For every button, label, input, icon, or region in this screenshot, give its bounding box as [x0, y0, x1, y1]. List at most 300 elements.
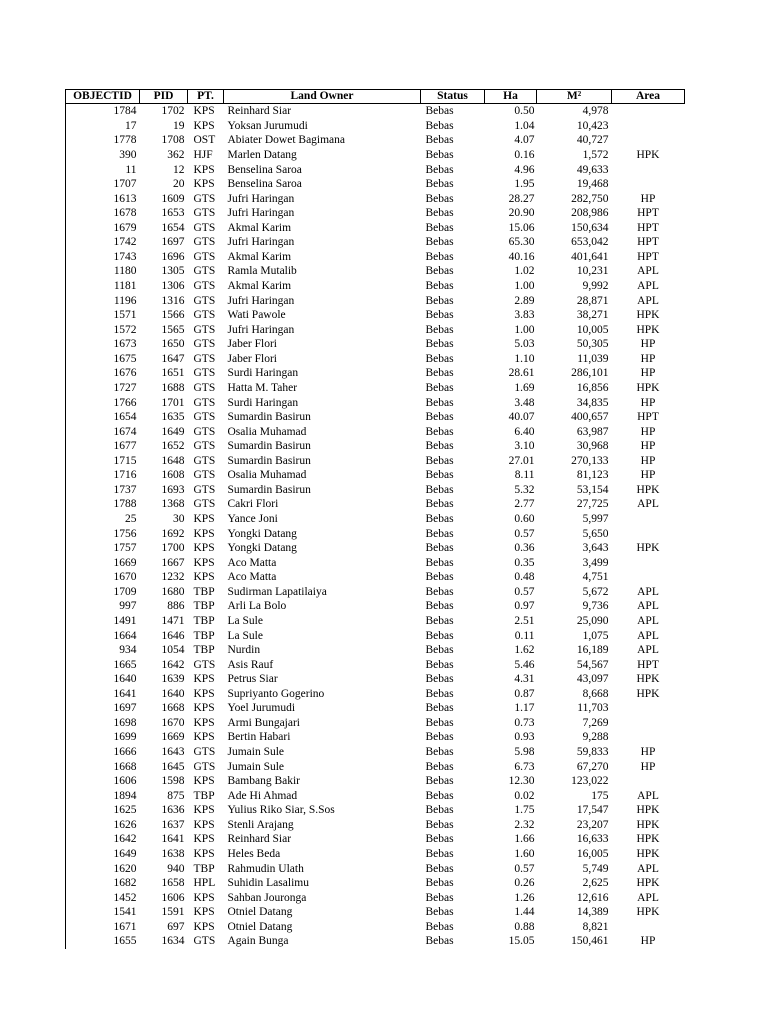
cell-m2: 16,005	[576, 847, 609, 860]
cell-area	[612, 716, 685, 731]
cell-status: Bebas	[425, 644, 454, 657]
cell-m2: 59,833	[576, 746, 609, 759]
cell-pid: 1670	[161, 716, 185, 729]
cell-objectid: 1697	[66, 701, 140, 716]
cell-status: Bebas	[425, 571, 454, 584]
cell-land-owner: Jufri Haringan	[227, 192, 295, 205]
cell-ha: 1.00	[514, 280, 535, 293]
cell-objectid: 1727	[66, 381, 140, 396]
cell-pid: 1645	[161, 760, 185, 773]
cell-area	[612, 570, 685, 585]
cell-status: Bebas	[425, 746, 454, 759]
cell-status: Bebas	[425, 658, 454, 671]
cell-pid: 1637	[161, 818, 185, 831]
cell-m2: 16,189	[576, 644, 609, 657]
cell-pt: HJF	[193, 148, 213, 161]
cell-pid: 362	[167, 148, 185, 161]
cell-objectid: 1571	[66, 308, 140, 323]
cell-status: Bebas	[425, 906, 454, 919]
cell-objectid: 1742	[66, 235, 140, 250]
cell-objectid: 1665	[66, 657, 140, 672]
cell-ha: 0.60	[514, 513, 535, 526]
cell-status: Bebas	[425, 833, 454, 846]
cell-objectid: 1677	[66, 439, 140, 454]
cell-m2: 282,750	[571, 192, 609, 205]
cell-m2: 150,461	[571, 935, 609, 948]
cell-land-owner: Ramla Mutalib	[227, 265, 297, 278]
cell-objectid: 1620	[66, 861, 140, 876]
cell-land-owner: Bertin Habari	[227, 731, 291, 744]
cell-pid: 1305	[161, 265, 185, 278]
cell-m2: 19,468	[576, 178, 609, 191]
cell-ha: 0.35	[514, 556, 535, 569]
cell-pt: GTS	[193, 294, 216, 307]
cell-ha: 28.61	[508, 367, 535, 380]
cell-pid: 1669	[161, 731, 185, 744]
cell-area	[612, 104, 685, 119]
cell-land-owner: Sudirman Lapatilaiya	[227, 585, 327, 598]
cell-status: Bebas	[425, 600, 454, 613]
cell-status: Bebas	[425, 338, 454, 351]
cell-m2: 3,499	[582, 556, 609, 569]
cell-ha: 2.77	[514, 498, 535, 511]
cell-land-owner: Arli La Bolo	[227, 600, 287, 613]
cell-m2: 9,992	[582, 280, 609, 293]
cell-area: HPK	[636, 381, 660, 394]
cell-land-owner: Jufri Haringan	[227, 236, 295, 249]
cell-objectid: 1756	[66, 526, 140, 541]
table-row	[66, 235, 685, 250]
table-row	[66, 920, 685, 935]
cell-ha: 6.40	[514, 425, 535, 438]
cell-area: HPT	[637, 207, 659, 220]
cell-status: Bebas	[425, 207, 454, 220]
cell-status: Bebas	[425, 469, 454, 482]
cell-land-owner: Nurdin	[227, 644, 261, 657]
cell-area	[612, 701, 685, 716]
table-row	[66, 643, 685, 658]
cell-area: HPT	[637, 236, 659, 249]
table-row	[66, 352, 685, 367]
cell-area	[612, 730, 685, 745]
cell-land-owner: Stenli Arajang	[227, 818, 294, 831]
cell-pt: TBP	[193, 614, 215, 627]
cell-pid: 1692	[161, 527, 185, 540]
cell-objectid: 1716	[66, 468, 140, 483]
cell-objectid: 1669	[66, 555, 140, 570]
cell-objectid: 1766	[66, 395, 140, 410]
cell-ha: 1.26	[514, 891, 535, 904]
cell-ha: 15.06	[508, 221, 535, 234]
cell-land-owner: Suhidin Lasalimu	[227, 877, 309, 890]
cell-status: Bebas	[425, 935, 454, 948]
cell-ha: 0.16	[514, 148, 535, 161]
cell-status: Bebas	[425, 556, 454, 569]
table-row	[66, 104, 685, 119]
cell-area	[612, 162, 685, 177]
cell-pid: 875	[167, 789, 185, 802]
table-row	[66, 468, 685, 483]
cell-status: Bebas	[425, 804, 454, 817]
cell-area: HP	[640, 425, 656, 438]
col-header-area: Area	[612, 90, 685, 104]
table-row	[66, 148, 685, 163]
cell-pt: GTS	[193, 746, 216, 759]
cell-land-owner: Sumardin Basirun	[227, 411, 311, 424]
cell-ha: 27.01	[508, 454, 535, 467]
cell-area: APL	[637, 498, 659, 511]
cell-land-owner: Wati Pawole	[227, 309, 286, 322]
cell-status: Bebas	[425, 454, 454, 467]
cell-objectid: 1784	[66, 104, 140, 119]
cell-pid: 1680	[161, 585, 185, 598]
table-row	[66, 279, 685, 294]
cell-objectid: 1655	[66, 934, 140, 949]
cell-area: APL	[637, 294, 659, 307]
cell-pt: KPS	[193, 847, 215, 860]
table-row	[66, 861, 685, 876]
cell-area: APL	[637, 600, 659, 613]
cell-pt: KPS	[193, 673, 215, 686]
cell-ha: 0.87	[514, 687, 535, 700]
cell-pt: KPS	[193, 775, 215, 788]
cell-m2: 5,672	[582, 585, 609, 598]
cell-m2: 38,271	[576, 309, 609, 322]
cell-area	[612, 119, 685, 134]
cell-pt: TBP	[193, 644, 215, 657]
cell-pid: 1667	[161, 556, 185, 569]
cell-status: Bebas	[425, 760, 454, 773]
cell-land-owner: Yongki Datang	[227, 542, 297, 555]
cell-ha: 2.89	[514, 294, 535, 307]
cell-objectid: 1666	[66, 745, 140, 760]
cell-m2: 25,090	[576, 614, 609, 627]
cell-land-owner: Heles Beda	[227, 847, 281, 860]
cell-status: Bebas	[425, 629, 454, 642]
cell-status: Bebas	[425, 280, 454, 293]
cell-ha: 0.11	[514, 629, 535, 642]
cell-status: Bebas	[425, 250, 454, 263]
cell-ha: 0.57	[514, 585, 535, 598]
cell-m2: 270,133	[571, 454, 609, 467]
cell-objectid: 1572	[66, 322, 140, 337]
cell-ha: 5.46	[514, 658, 535, 671]
cell-objectid: 1715	[66, 454, 140, 469]
cell-ha: 0.88	[514, 920, 535, 933]
cell-area: HP	[640, 352, 656, 365]
cell-ha: 5.98	[514, 746, 535, 759]
table-row	[66, 905, 685, 920]
cell-m2: 16,856	[576, 381, 609, 394]
cell-m2: 1,075	[582, 629, 609, 642]
cell-land-owner: Abiater Dowet Bagimana	[227, 134, 346, 147]
cell-pid: 1642	[161, 658, 185, 671]
cell-ha: 15.05	[508, 935, 535, 948]
cell-ha: 0.57	[514, 862, 535, 875]
cell-ha: 1.10	[514, 352, 535, 365]
cell-ha: 0.50	[514, 105, 535, 118]
cell-area	[612, 774, 685, 789]
cell-pid: 1701	[161, 396, 185, 409]
cell-m2: 17,547	[576, 804, 609, 817]
cell-m2: 3,643	[582, 542, 609, 555]
cell-ha: 0.93	[514, 731, 535, 744]
cell-pt: KPS	[193, 105, 215, 118]
cell-pid: 1636	[161, 804, 185, 817]
cell-area: HPK	[636, 483, 660, 496]
cell-pt: TBP	[193, 862, 215, 875]
cell-status: Bebas	[425, 542, 454, 555]
cell-land-owner: Supriyanto Gogerino	[227, 687, 325, 700]
cell-pt: KPS	[193, 920, 215, 933]
cell-pt: GTS	[193, 265, 216, 278]
table-row	[66, 803, 685, 818]
cell-m2: 49,633	[576, 163, 609, 176]
cell-pt: KPS	[193, 833, 215, 846]
cell-land-owner: Sumardin Basirun	[227, 454, 311, 467]
cell-ha: 5.32	[514, 483, 535, 496]
col-header-status: Status	[421, 90, 485, 104]
cell-land-owner: Asis Rauf	[227, 658, 274, 671]
cell-ha: 1.62	[514, 644, 535, 657]
cell-status: Bebas	[425, 483, 454, 496]
cell-pt: GTS	[193, 280, 216, 293]
cell-pt: GTS	[193, 498, 216, 511]
cell-m2: 400,657	[571, 411, 609, 424]
cell-pid: 886	[167, 600, 185, 613]
cell-objectid: 1491	[66, 614, 140, 629]
cell-m2: 9,736	[582, 600, 609, 613]
cell-area: HP	[640, 396, 656, 409]
cell-land-owner: Aco Matta	[227, 556, 277, 569]
table-row	[66, 832, 685, 847]
cell-pid: 1649	[161, 425, 185, 438]
cell-ha: 0.36	[514, 542, 535, 555]
cell-ha: 0.57	[514, 527, 535, 540]
cell-objectid: 1641	[66, 687, 140, 702]
cell-land-owner: Hatta M. Taher	[227, 381, 298, 394]
cell-land-owner: Jufri Haringan	[227, 323, 295, 336]
cell-ha: 1.44	[514, 906, 535, 919]
cell-pt: GTS	[193, 338, 216, 351]
cell-status: Bebas	[425, 134, 454, 147]
cell-pid: 697	[167, 920, 185, 933]
cell-pt: GTS	[193, 760, 216, 773]
cell-pid: 1658	[161, 877, 185, 890]
cell-land-owner: Rahmudin Ulath	[227, 862, 304, 875]
cell-pt: GTS	[193, 454, 216, 467]
cell-ha: 0.02	[514, 789, 535, 802]
cell-status: Bebas	[425, 527, 454, 540]
cell-m2: 8,821	[582, 920, 609, 933]
cell-objectid: 1675	[66, 352, 140, 367]
cell-m2: 150,634	[571, 221, 609, 234]
cell-pid: 1700	[161, 542, 185, 555]
cell-pid: 1697	[161, 236, 185, 249]
cell-pt: GTS	[193, 381, 216, 394]
cell-pid: 1634	[161, 935, 185, 948]
cell-pid: 1566	[161, 309, 185, 322]
table-row	[66, 526, 685, 541]
cell-pid: 1643	[161, 746, 185, 759]
cell-land-owner: Marlen Datang	[227, 148, 297, 161]
cell-pt: GTS	[193, 207, 216, 220]
cell-ha: 1.95	[514, 178, 535, 191]
cell-area: HPK	[636, 673, 660, 686]
cell-objectid: 1654	[66, 410, 140, 425]
cell-ha: 1.04	[514, 119, 535, 132]
cell-pid: 1702	[161, 105, 185, 118]
cell-area: APL	[637, 644, 659, 657]
cell-pt: OST	[193, 134, 216, 147]
cell-pt: GTS	[193, 658, 216, 671]
cell-m2: 11,039	[577, 352, 609, 365]
cell-pt: KPS	[193, 716, 215, 729]
cell-status: Bebas	[425, 716, 454, 729]
table-row	[66, 628, 685, 643]
col-header-pid: PID	[140, 90, 188, 104]
table-row	[66, 890, 685, 905]
cell-area: HP	[640, 469, 656, 482]
table-row	[66, 541, 685, 556]
cell-ha: 3.83	[514, 309, 535, 322]
cell-objectid: 1671	[66, 920, 140, 935]
cell-ha: 1.00	[514, 323, 535, 336]
table-row	[66, 876, 685, 891]
cell-objectid: 1674	[66, 424, 140, 439]
table-row	[66, 162, 685, 177]
cell-status: Bebas	[425, 425, 454, 438]
cell-area: HPK	[636, 323, 660, 336]
cell-objectid: 1649	[66, 847, 140, 862]
table-row	[66, 818, 685, 833]
cell-status: Bebas	[425, 221, 454, 234]
cell-land-owner: Again Bunga	[227, 935, 289, 948]
table-row	[66, 454, 685, 469]
cell-m2: 7,269	[582, 716, 609, 729]
cell-area: HP	[640, 760, 656, 773]
cell-area: HP	[640, 935, 656, 948]
cell-objectid: 1743	[66, 250, 140, 265]
cell-m2: 1,572	[582, 148, 609, 161]
cell-status: Bebas	[425, 265, 454, 278]
table-row	[66, 424, 685, 439]
cell-land-owner: Petrus Siar	[227, 673, 278, 686]
cell-objectid: 1682	[66, 876, 140, 891]
cell-area	[612, 133, 685, 148]
cell-objectid: 1707	[66, 177, 140, 192]
cell-ha: 0.26	[514, 877, 535, 890]
cell-land-owner: Otniel Datang	[227, 906, 293, 919]
cell-pt: GTS	[193, 352, 216, 365]
cell-ha: 1.69	[514, 381, 535, 394]
cell-m2: 12,616	[576, 891, 609, 904]
cell-objectid: 1452	[66, 890, 140, 905]
cell-objectid: 1642	[66, 832, 140, 847]
cell-pid: 1565	[161, 323, 185, 336]
cell-land-owner: Reinhard Siar	[227, 833, 292, 846]
cell-m2: 9,288	[582, 731, 609, 744]
cell-area: HPT	[637, 411, 659, 424]
cell-status: Bebas	[425, 163, 454, 176]
cell-objectid: 1541	[66, 905, 140, 920]
cell-pid: 30	[173, 513, 185, 526]
cell-objectid: 1181	[66, 279, 140, 294]
cell-objectid: 1625	[66, 803, 140, 818]
table-row	[66, 133, 685, 148]
cell-land-owner: Yongki Datang	[227, 527, 297, 540]
cell-area	[612, 555, 685, 570]
cell-pid: 1688	[161, 381, 185, 394]
cell-pt: TBP	[193, 600, 215, 613]
cell-ha: 0.97	[514, 600, 535, 613]
cell-pid: 1647	[161, 352, 185, 365]
table-row	[66, 497, 685, 512]
table-row	[66, 570, 685, 585]
cell-status: Bebas	[425, 702, 454, 715]
cell-land-owner: Yoel Jurumudi	[227, 702, 296, 715]
cell-status: Bebas	[425, 148, 454, 161]
cell-ha: 1.66	[514, 833, 535, 846]
cell-pid: 1651	[161, 367, 185, 380]
cell-status: Bebas	[425, 775, 454, 788]
cell-area: HPK	[636, 542, 660, 555]
cell-objectid: 17	[66, 119, 140, 134]
cell-m2: 54,567	[576, 658, 609, 671]
cell-pt: TBP	[193, 585, 215, 598]
cell-area: HP	[640, 338, 656, 351]
cell-pid: 1708	[161, 134, 185, 147]
cell-land-owner: Jumain Sule	[227, 760, 285, 773]
cell-status: Bebas	[425, 920, 454, 933]
table-row	[66, 847, 685, 862]
cell-land-owner: Jufri Haringan	[227, 207, 295, 220]
cell-m2: 28,871	[576, 294, 609, 307]
cell-land-owner: Sahban Jouronga	[227, 891, 307, 904]
cell-land-owner: Cakri Flori	[227, 498, 279, 511]
cell-pid: 1639	[161, 673, 185, 686]
cell-objectid: 1757	[66, 541, 140, 556]
land-ownership-table	[65, 89, 685, 949]
cell-pt: GTS	[193, 250, 216, 263]
cell-status: Bebas	[425, 498, 454, 511]
cell-m2: 10,005	[576, 323, 609, 336]
cell-pid: 20	[173, 178, 185, 191]
cell-area: APL	[637, 614, 659, 627]
cell-pid: 1648	[161, 454, 185, 467]
cell-objectid: 1894	[66, 788, 140, 803]
cell-objectid: 1737	[66, 483, 140, 498]
cell-pt: TBP	[193, 789, 215, 802]
cell-m2: 53,154	[576, 483, 609, 496]
cell-area: HPK	[636, 687, 660, 700]
table-row	[66, 322, 685, 337]
cell-pt: GTS	[193, 323, 216, 336]
cell-land-owner: Sumardin Basirun	[227, 483, 311, 496]
cell-pid: 1591	[161, 906, 185, 919]
cell-ha: 4.31	[514, 673, 535, 686]
cell-m2: 5,997	[582, 513, 609, 526]
col-header-land-owner: Land Owner	[224, 90, 421, 104]
cell-pid: 1609	[161, 192, 185, 205]
cell-ha: 1.75	[514, 804, 535, 817]
cell-land-owner: Osalia Muhamad	[227, 425, 307, 438]
cell-m2: 81,123	[576, 469, 609, 482]
cell-pid: 1638	[161, 847, 185, 860]
cell-objectid: 1709	[66, 585, 140, 600]
cell-pid: 1696	[161, 250, 185, 263]
cell-pt: KPS	[193, 556, 215, 569]
